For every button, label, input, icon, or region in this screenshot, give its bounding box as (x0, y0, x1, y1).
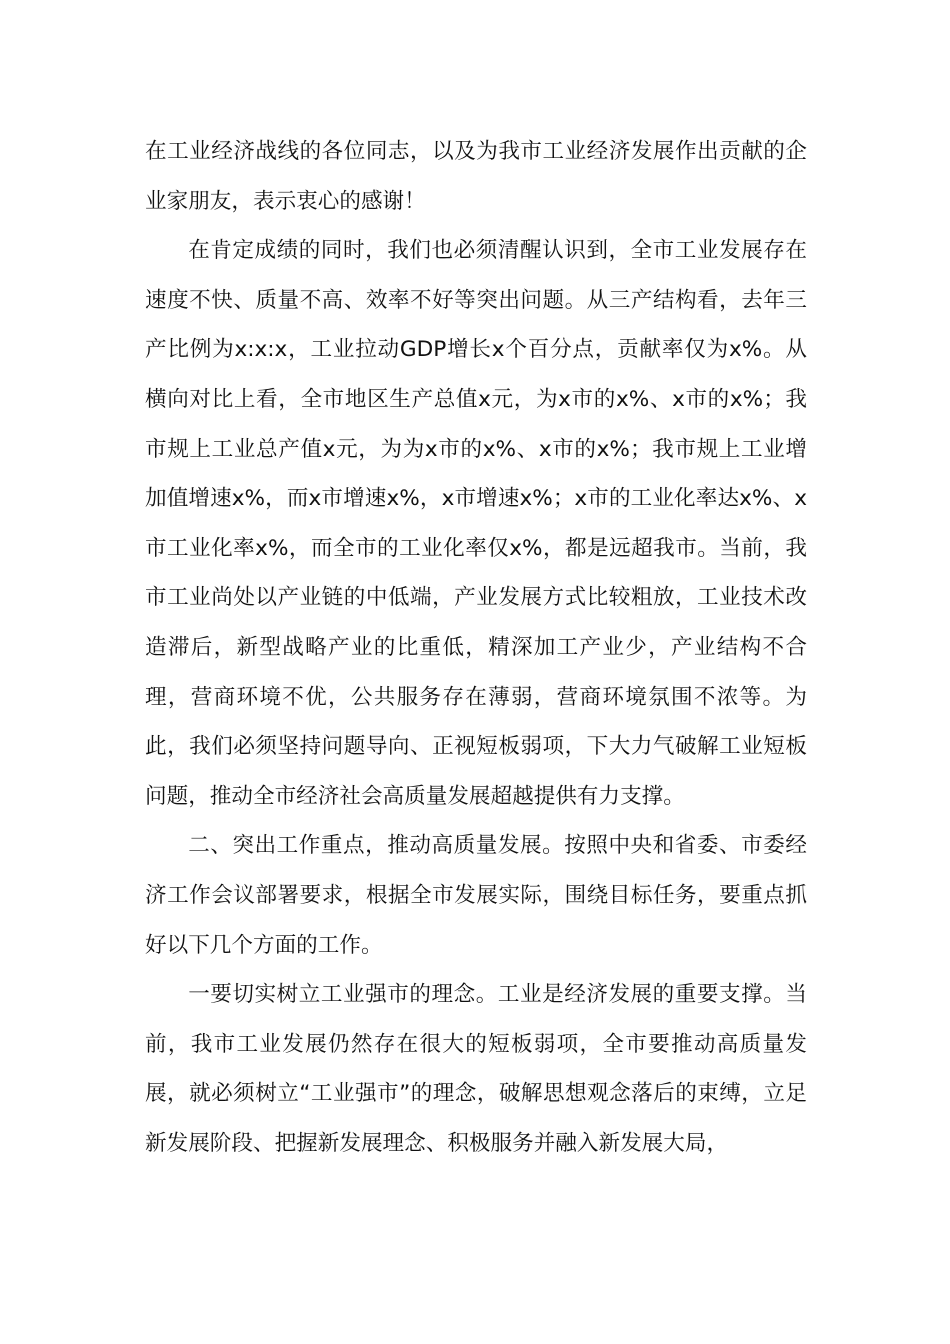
paragraph-problems: 在肯定成绩的同时，我们也必须清醒认识到，全市工业发展存在速度不快、质量不高、效率不好等突出问题。从三产结构看，去年三产比例为x:x:x，工业拉动GDP增长x个百分点，贡献率仅为x%。从横向对比上看，全市地区生产总值x元，为x市的x%、x市的x%；我市规上工业总产值x元，为为x市的x%、x市的x%；我市规上工业增加值增速x%，而x市增速x%，x市增速x%；x市的工业化率达x%、x市工业化率x%，而全市的工业化率仅x%，都是远超我市。当前，我市工业尚处以产业链的中低端，产业发展方式比较粗放，工业技术改造滞后，新型战略产业的比重低，精深加工产业少，产业结构不合理，营商环境不优，公共服务存在薄弱，营商环境氛围不浓等。为此，我们必须坚持问题导向、正视短板弱项，下大力气破解工业短板问题，推动全市经济社会高质量发展超越提供有力支撑。 (145, 238, 807, 809)
paragraph-continuation: 在工业经济战线的各位同志，以及为我市工业经济发展作出贡献的企业家朋友，表示衷心的感谢！ (145, 139, 807, 214)
paragraph-section-two-heading: 二、突出工作重点，推动高质量发展。按照中央和省委、市委经济工作会议部署要求，根据全市发展实际，围绕目标任务，要重点抓好以下几个方面的工作。 (145, 833, 807, 958)
paragraph-industrial-city: 一要切实树立工业强市的理念。工业是经济发展的重要支撑。当前，我市工业发展仍然存在很大的短板弱项，全市要推动高质量发展，就必须树立“工业强市”的理念，破解思想观念落后的束缚，立足新发展阶段、把握新发展理念、积极服务并融入新发展大局， (145, 982, 807, 1156)
document-body (145, 127, 807, 1168)
